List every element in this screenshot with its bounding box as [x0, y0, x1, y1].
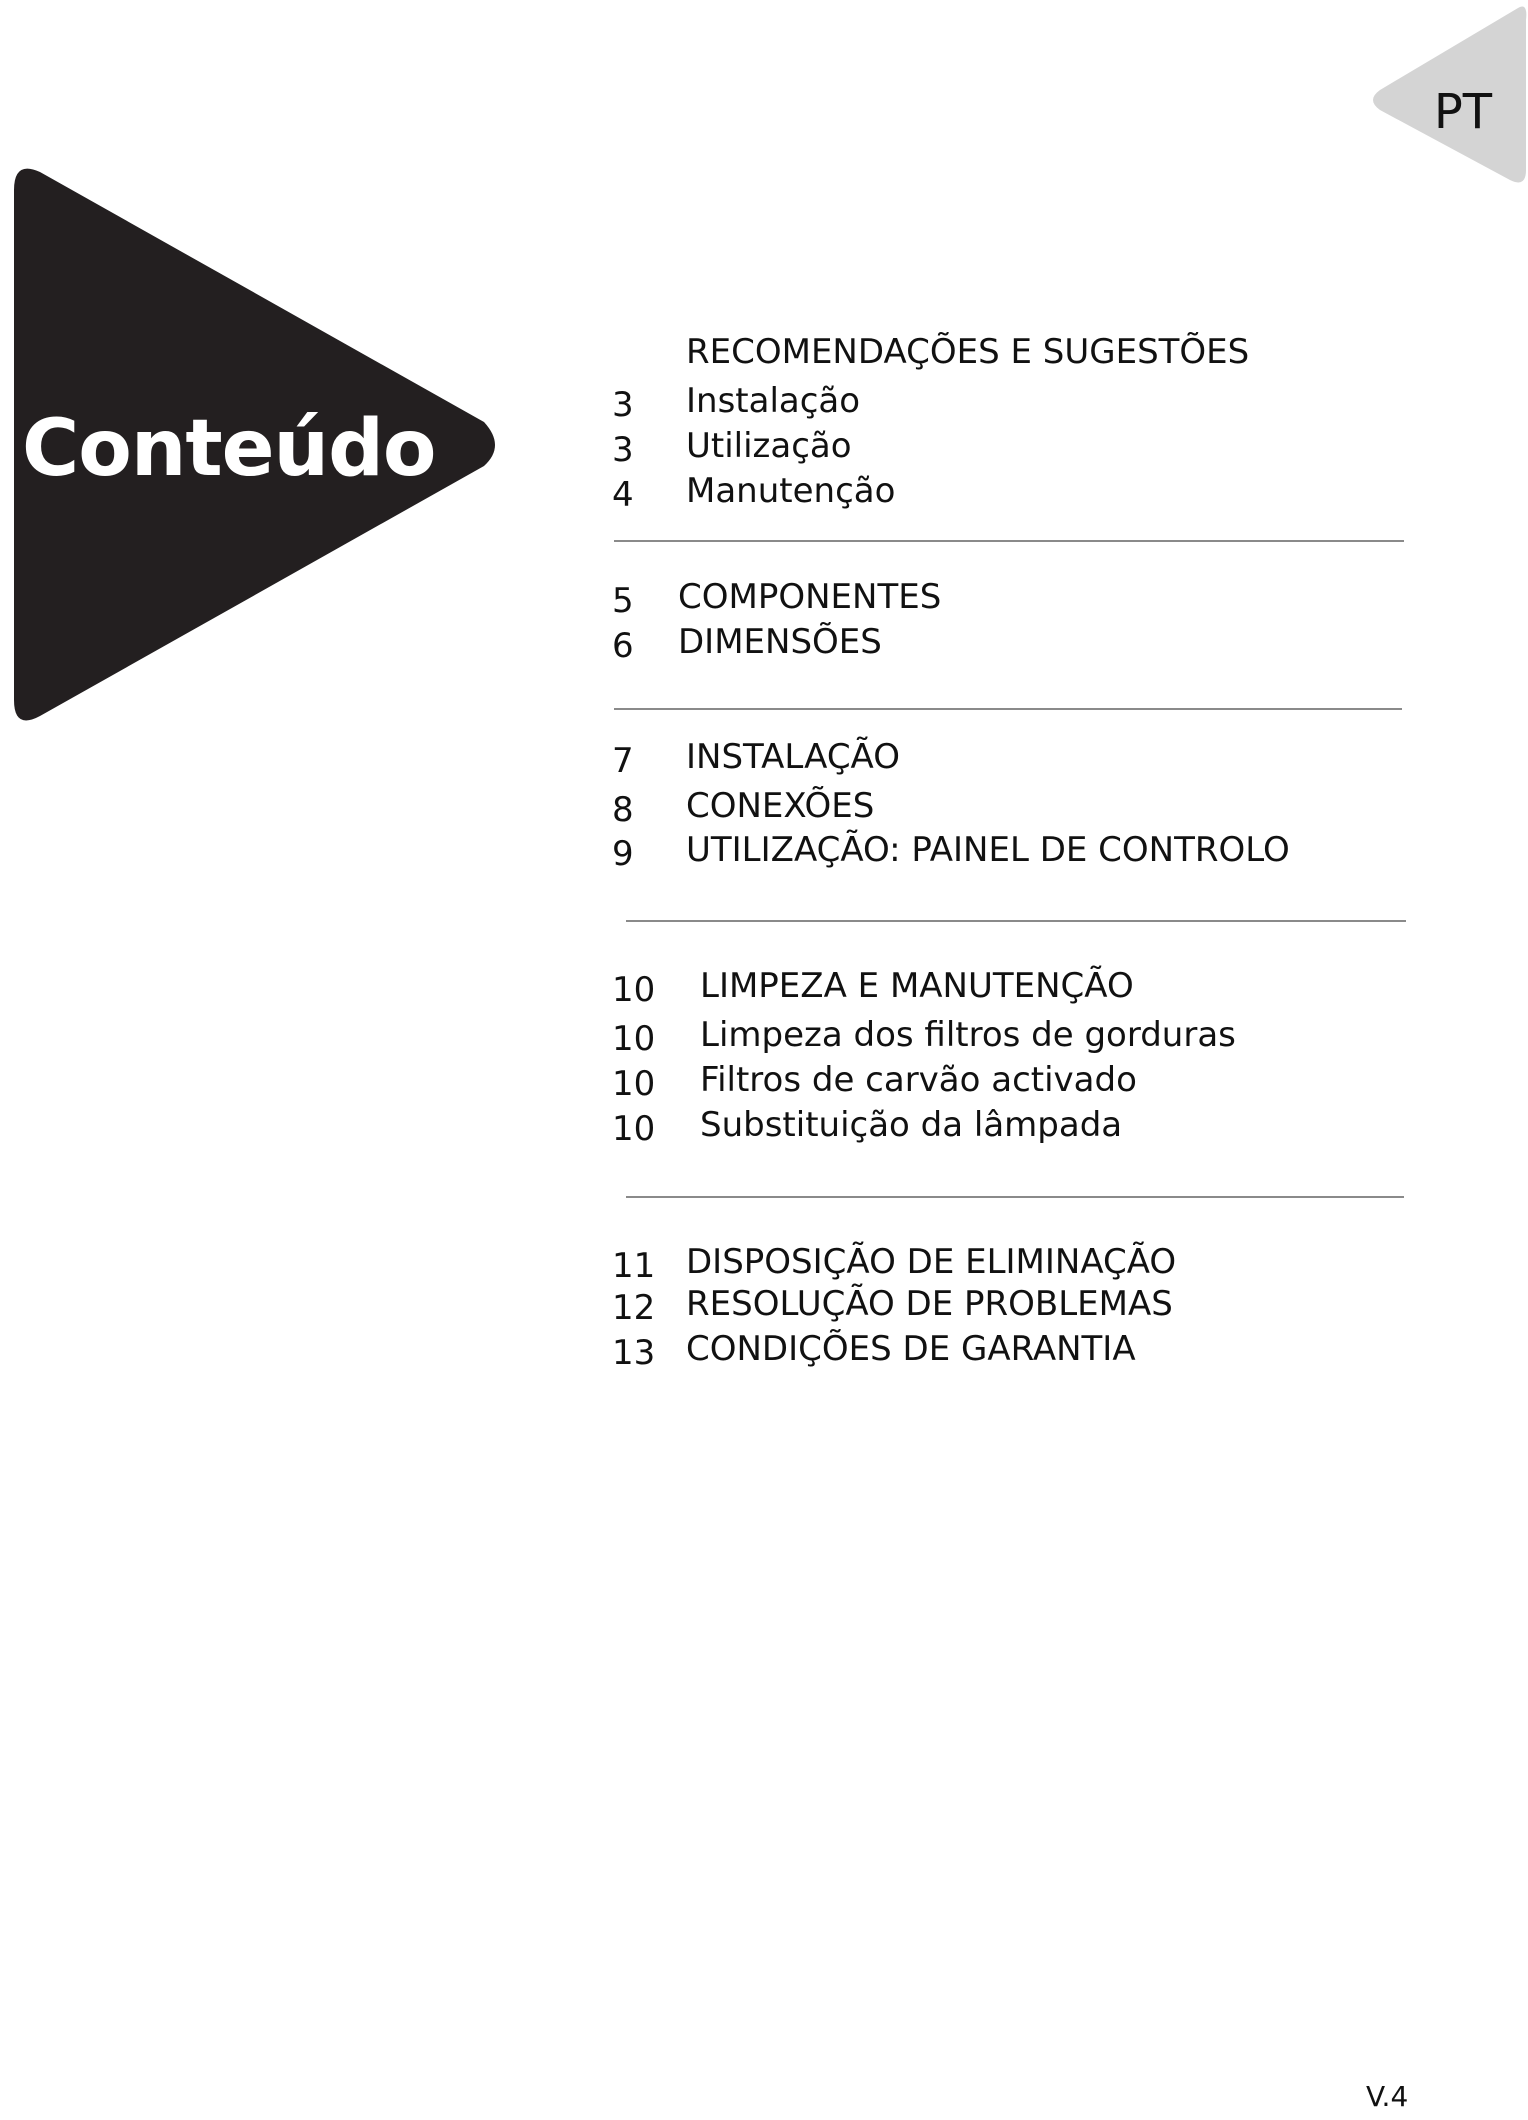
- toc-subitem: Manutenção: [686, 471, 896, 511]
- toc-subitem: Limpeza dos filtros de gorduras: [700, 1015, 1236, 1055]
- language-label: PT: [1433, 84, 1493, 140]
- toc-page-number: 9: [612, 834, 634, 874]
- section-divider: [626, 1196, 1404, 1198]
- toc-page-number: 7: [612, 741, 634, 781]
- toc-heading: DIMENSÕES: [678, 622, 882, 662]
- toc-heading: DISPOSIÇÃO DE ELIMINAÇÃO: [686, 1242, 1177, 1282]
- version-label: V.4: [1366, 2080, 1409, 2113]
- toc-page-number: 12: [612, 1288, 656, 1328]
- toc-heading: RECOMENDAÇÕES E SUGESTÕES: [686, 332, 1250, 372]
- toc-page-number: 3: [612, 385, 634, 425]
- section-divider: [614, 708, 1402, 710]
- toc-page-number: 10: [612, 1064, 656, 1104]
- toc-heading: CONDIÇÕES DE GARANTIA: [686, 1329, 1136, 1369]
- toc-heading: CONEXÕES: [686, 786, 875, 826]
- page-title: Conteúdo: [22, 404, 436, 494]
- toc-heading: UTILIZAÇÃO: PAINEL DE CONTROLO: [686, 830, 1290, 870]
- section-divider: [626, 920, 1406, 922]
- toc-page-number: 10: [612, 1019, 656, 1059]
- toc-subitem: Filtros de carvão activado: [700, 1060, 1137, 1100]
- toc-page-number: 8: [612, 790, 634, 830]
- toc-subitem: Instalação: [686, 381, 861, 421]
- toc-subitem: Utilização: [686, 426, 852, 466]
- toc-heading: RESOLUÇÃO DE PROBLEMAS: [686, 1284, 1173, 1324]
- toc-page-number: 6: [612, 626, 634, 666]
- toc-page-number: 13: [612, 1333, 656, 1373]
- toc-heading: INSTALAÇÃO: [686, 737, 900, 777]
- toc-page-number: 3: [612, 430, 634, 470]
- section-divider: [614, 540, 1404, 542]
- toc-page-number: 10: [612, 1109, 656, 1149]
- toc-heading: LIMPEZA E MANUTENÇÃO: [700, 966, 1134, 1006]
- toc-subitem: Substituição da lâmpada: [700, 1105, 1123, 1145]
- toc-page-number: 11: [612, 1246, 656, 1286]
- toc-page-number: 4: [612, 475, 634, 515]
- toc-page-number: 10: [612, 970, 656, 1010]
- toc-heading: COMPONENTES: [678, 577, 942, 617]
- toc-page-number: 5: [612, 581, 634, 621]
